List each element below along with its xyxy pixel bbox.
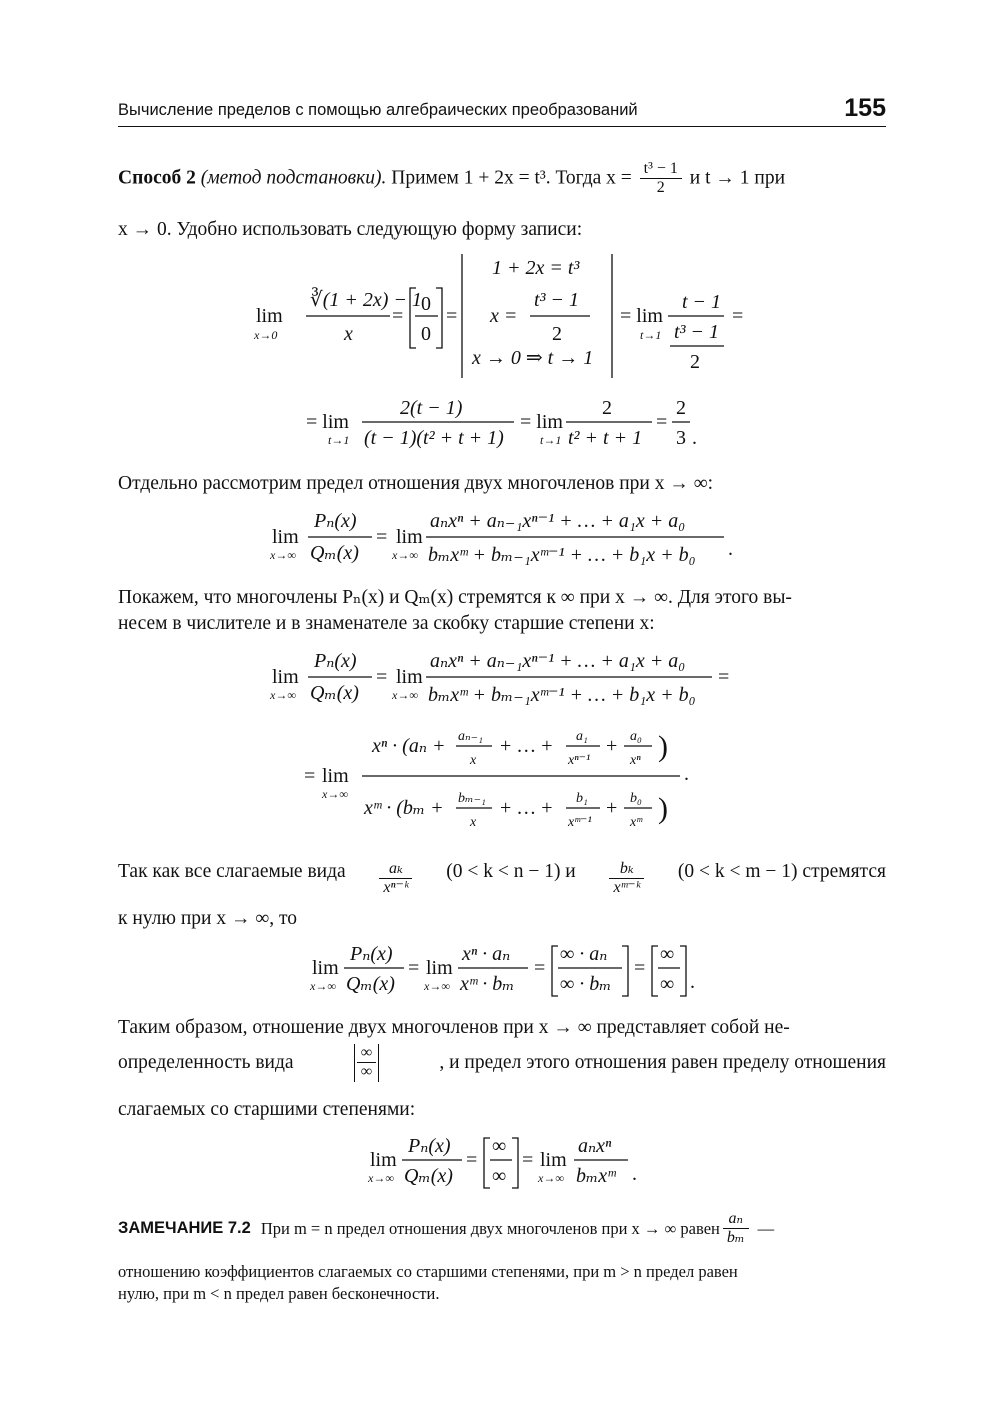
svg-text:x→∞: x→∞ — [424, 979, 450, 993]
svg-text:=: = — [718, 666, 730, 688]
system-line-3: x → 0 ⇒ t → 1 — [472, 347, 594, 369]
svg-text:∞: ∞ — [492, 1135, 507, 1157]
svg-text:Pₙ(x): Pₙ(x) — [350, 943, 393, 965]
system-line-2-den: 2 — [552, 323, 562, 345]
svg-text:Qₘ(x): Qₘ(x) — [346, 973, 395, 995]
zero-num: 0 — [421, 293, 431, 315]
system-line-2-lhs: x = — [490, 305, 518, 327]
lim-label: = lim — [306, 411, 349, 433]
svg-text:.: . — [690, 971, 695, 993]
svg-text:∞: ∞ — [660, 973, 675, 995]
svg-text:+ … +: + … + — [500, 735, 553, 757]
svg-text:b₁: b₁ — [576, 791, 588, 806]
svg-text:aₙxⁿ: aₙxⁿ — [578, 1135, 612, 1157]
method-tail: и t → 1 при — [689, 167, 786, 189]
substitution-fraction — [640, 160, 682, 198]
text-line-8: Таким образом, отношение двух многочленов при x → ∞ представляет собой не- — [118, 1017, 790, 1038]
svg-text:lim: lim — [540, 1149, 567, 1171]
svg-text:xⁿ · aₙ: xⁿ · aₙ — [462, 943, 511, 965]
svg-text:lim: lim — [272, 666, 299, 688]
svg-text:=: = — [534, 957, 546, 979]
svg-text:xᵐ · bₘ: xᵐ · bₘ — [460, 973, 515, 995]
remark-fraction: $\frac{\text{aₙ}}{\text{bₘ}}$ — [723, 1210, 749, 1248]
factored-den-lead: xᵐ · (bₘ + — [364, 797, 444, 819]
svg-text:Qₘ(x): Qₘ(x) — [404, 1165, 453, 1187]
system-line-1: 1 + 2x = t³ — [492, 257, 580, 279]
svg-text:=: = — [732, 305, 744, 327]
svg-text:lim: lim — [370, 1149, 397, 1171]
svg-text:=: = — [376, 526, 388, 548]
text-line-7: к нулю при x → ∞, то — [118, 908, 298, 929]
svg-text:.: . — [684, 763, 689, 785]
text-line-3: Отдельно рассмотрим предел отношения двух многочленов при x → ∞: — [118, 473, 714, 494]
zero-den: 0 — [421, 323, 431, 345]
svg-text:=: = — [656, 411, 668, 433]
rhs-num: aₙxⁿ + aₙ₋₁xⁿ⁻¹ + … + a₁x + a₀ — [430, 510, 686, 532]
numerator: 2(t − 1) — [400, 397, 463, 419]
svg-text:bₘxᵐ: bₘxᵐ — [576, 1165, 616, 1187]
svg-text:Pₙ(x): Pₙ(x) — [314, 650, 357, 672]
svg-text:∞ · aₙ: ∞ · aₙ — [560, 943, 608, 965]
svg-text:): ) — [658, 792, 668, 825]
svg-text:+ … +: + … + — [500, 797, 553, 819]
ak-fraction: $\frac{\text{aₖ}}{\text{xⁿ⁻ᵏ}}$ — [379, 860, 412, 898]
lim-label-2: = lim — [620, 305, 663, 327]
fraction-numerator: t³ − 1 — [640, 160, 682, 179]
svg-text:aₙxⁿ + aₙ₋₁xⁿ⁻¹ + … + a₁x + a₀: aₙxⁿ + aₙ₋₁xⁿ⁻¹ + … + a₁x + a₀ — [430, 650, 686, 672]
svg-text:x→∞: x→∞ — [270, 688, 296, 702]
text-line-9: определенность вида $\frac{\infty}{\infty}$ , и предел этого отношения равен пределу отношения — [118, 1044, 886, 1081]
svg-text:lim: lim — [272, 526, 299, 548]
numerator-2: 2 — [602, 397, 612, 419]
lim-subscript: x→0 — [254, 328, 278, 342]
denominator: (t − 1)(t² + t + 1) — [364, 427, 504, 449]
lim-subscript: x→∞ — [270, 548, 296, 562]
result-num: 2 — [676, 397, 686, 419]
svg-text:Pₙ(x): Pₙ(x) — [408, 1135, 451, 1157]
formula-leading-terms — [366, 1132, 656, 1194]
svg-text:.: . — [632, 1163, 637, 1185]
svg-text:a₁: a₁ — [576, 729, 588, 744]
svg-text:=: = — [304, 765, 316, 787]
svg-text:bₘ₋₁: bₘ₋₁ — [458, 791, 486, 806]
remark-label: ЗАМЕЧАНИЕ 7.2 — [118, 1218, 251, 1237]
lhs-num: Pₙ(x) — [314, 510, 357, 532]
svg-text:+: + — [606, 735, 618, 757]
svg-text:=: = — [392, 305, 404, 327]
formula-polynomial-ratio — [266, 505, 746, 571]
svg-text:∞ · bₘ: ∞ · bₘ — [560, 973, 612, 995]
formula-factored — [300, 718, 720, 842]
svg-text:b₀: b₀ — [630, 791, 642, 806]
svg-text:∞: ∞ — [660, 943, 675, 965]
denominator-2: t² + t + 1 — [568, 427, 643, 449]
text-line-10: слагаемых со старшими степенями: — [118, 1099, 416, 1120]
factored-num-lead: xⁿ · (aₙ + — [372, 735, 446, 757]
den2-den: 2 — [690, 351, 700, 373]
svg-text:=: = — [522, 1149, 534, 1171]
formula-limit-leading — [308, 940, 708, 1002]
svg-text:Qₘ(x): Qₘ(x) — [310, 682, 359, 704]
method-label: Способ 2 — [118, 167, 196, 189]
lhs-den: Qₘ(x) — [310, 542, 359, 564]
remark-line-3: нулю, при m < n предел равен бесконечности. — [118, 1284, 440, 1303]
formula-result — [300, 392, 720, 454]
svg-text:x→∞: x→∞ — [322, 787, 348, 801]
lim-subscript-2: t→1 — [540, 433, 562, 447]
svg-text:lim: lim — [396, 666, 423, 688]
svg-text:lim: lim — [322, 765, 349, 787]
text-line-2: x → 0. Удобно использовать следующую форму записи: — [118, 219, 583, 240]
svg-text:.: . — [692, 427, 697, 449]
formula-substitution — [250, 250, 770, 385]
svg-text:=: = — [634, 957, 646, 979]
svg-text:x→∞: x→∞ — [392, 688, 418, 702]
svg-text:x: x — [470, 753, 477, 768]
lim-label-2: = lim — [520, 411, 563, 433]
svg-text:x→∞: x→∞ — [538, 1171, 564, 1185]
svg-text:lim: lim — [312, 957, 339, 979]
text-line-5: несем в числителе и в знаменателе за скобку старшие степени x: — [118, 613, 655, 634]
lim-subscript-2: t→1 — [640, 328, 662, 342]
lim-label: lim — [256, 305, 283, 327]
fraction-denominator: 2 — [656, 179, 665, 197]
svg-text:aₙ₋₁: aₙ₋₁ — [458, 729, 483, 744]
rhs-den: bₘxᵐ + bₘ₋₁xᵐ⁻¹ + … + b₁x + b₀ — [428, 544, 696, 566]
bk-fraction: $\frac{\text{bₖ}}{\text{xᵐ⁻ᵏ}}$ — [609, 860, 644, 898]
svg-text:bₘxᵐ + bₘ₋₁xᵐ⁻¹ + … + b₁x + b₀: bₘxᵐ + bₘ₋₁xᵐ⁻¹ + … + b₁x + b₀ — [428, 684, 696, 706]
lim-subscript: t→1 — [328, 433, 350, 447]
running-header — [118, 94, 886, 127]
svg-text:.: . — [728, 538, 733, 560]
x-denominator: x — [344, 323, 353, 345]
svg-text:x: x — [470, 815, 477, 830]
svg-text:xⁿ: xⁿ — [630, 753, 641, 768]
header-title: Вычисление пределов с помощью алгебраических преобразований — [118, 101, 638, 119]
svg-text:xⁿ⁻¹: xⁿ⁻¹ — [568, 753, 591, 768]
text-line-4: Покажем, что многочлены Pₙ(x) и Qₘ(x) стремятся к ∞ при x → ∞. Для этого вы- — [118, 587, 792, 608]
result-den: 3 — [676, 427, 686, 449]
method-text: Примем 1 + 2x = t³. Тогда x = — [391, 167, 632, 189]
svg-text:=: = — [408, 957, 420, 979]
svg-text:=: = — [446, 305, 458, 327]
remark-line-2: отношению коэффициентов слагаемых со старшими степенями, при m > n предел равен — [118, 1262, 738, 1281]
svg-text:): ) — [658, 730, 668, 763]
svg-text:a₀: a₀ — [630, 729, 642, 744]
svg-text:xᵐ⁻¹: xᵐ⁻¹ — [568, 815, 592, 830]
formula-polynomial-ratio-2 — [266, 645, 746, 711]
cbrt-numerator: ∛(1 + 2x) − 1 — [310, 289, 422, 311]
svg-text:x→∞: x→∞ — [392, 548, 418, 562]
svg-text:x→∞: x→∞ — [368, 1171, 394, 1185]
svg-text:lim: lim — [396, 526, 423, 548]
svg-text:lim: lim — [426, 957, 453, 979]
numerator-2: t − 1 — [682, 291, 722, 313]
text-line-method — [118, 160, 886, 198]
svg-text:=: = — [376, 666, 388, 688]
svg-text:x→∞: x→∞ — [310, 979, 336, 993]
text-line-6: Так как все слагаемые вида $\frac{\text{aₖ}}{\text{xⁿ⁻ᵏ}}$ (0 < k < n − 1) и $\frac{\text{bₖ}}{\text{xᵐ⁻ᵏ}}$ (0 < k < m − 1) стремятся — [118, 860, 886, 897]
indeterminate-bracket: $\frac{\infty}{\infty}$ — [354, 1044, 379, 1082]
svg-text:xᵐ: xᵐ — [630, 815, 643, 830]
remark-line-1: ЗАМЕЧАНИЕ 7.2 При m = n предел отношения двух многочленов при x → ∞ равен $\frac{\text{aₙ}}{\text{bₘ}}$ — — [118, 1210, 775, 1247]
page-number: 155 — [844, 94, 886, 122]
system-line-2-num: t³ − 1 — [534, 289, 580, 311]
svg-text:+: + — [606, 797, 618, 819]
svg-text:=: = — [466, 1149, 478, 1171]
method-name: (метод подстановки). — [200, 167, 387, 189]
svg-text:∞: ∞ — [492, 1165, 507, 1187]
den2-num: t³ − 1 — [674, 321, 720, 343]
